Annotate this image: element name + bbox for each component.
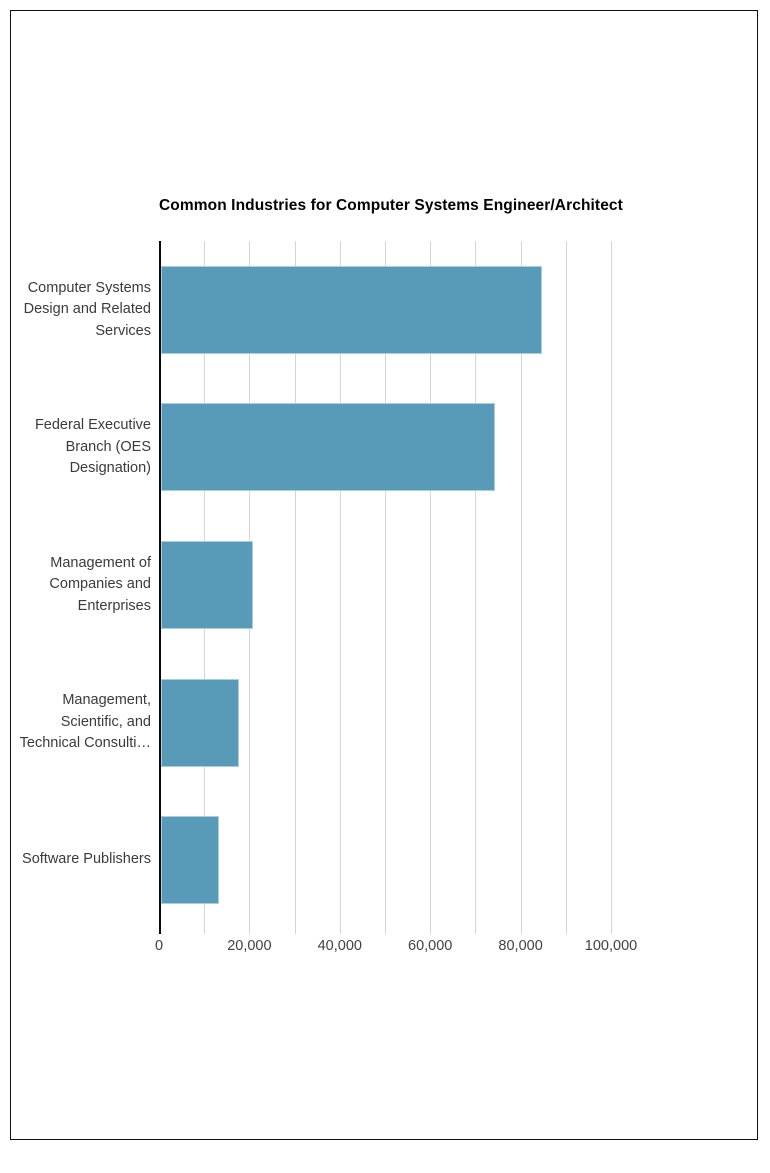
category-label-line: Computer Systems xyxy=(27,279,151,296)
category-label-line: Software Publishers xyxy=(22,851,151,868)
bar-row xyxy=(23,241,611,379)
bar-row xyxy=(19,654,611,792)
bar xyxy=(161,403,496,491)
category-label-line: Technical Consulti… xyxy=(19,735,151,752)
bar-row xyxy=(49,516,611,654)
category-label-line: Enterprises xyxy=(77,597,151,614)
category-label-line: Scientific, and xyxy=(60,713,151,730)
category-label-line: Design and Related xyxy=(23,301,151,318)
x-axis-tick-label: 100,000 xyxy=(584,938,638,954)
chart-card xyxy=(10,10,758,1140)
bar-row xyxy=(34,379,611,517)
x-axis-tick-label: 60,000 xyxy=(408,938,453,954)
category-label-line: Branch (OES xyxy=(65,438,151,455)
chart-title: Common Industries for Computer Systems Engineer/Architect xyxy=(159,197,623,214)
gridline xyxy=(611,241,612,934)
plot-area xyxy=(19,241,638,954)
category-label-line: Services xyxy=(95,322,151,339)
category-label-line: Management of xyxy=(50,554,151,571)
category-label-line: Companies and xyxy=(49,576,151,593)
category-label-line: Designation) xyxy=(69,460,151,477)
category-label xyxy=(17,791,151,929)
x-axis-tick-label: 0 xyxy=(154,938,164,954)
category-label xyxy=(17,516,151,654)
bar xyxy=(161,266,543,354)
category-label xyxy=(17,379,151,517)
category-label xyxy=(17,241,151,379)
category-label-line: Management, xyxy=(62,692,151,709)
bar xyxy=(161,679,239,767)
bar xyxy=(161,541,253,629)
category-label-line: Federal Executive xyxy=(34,417,151,434)
x-axis-tick-label: 20,000 xyxy=(227,938,272,954)
category-label xyxy=(17,654,151,792)
bar xyxy=(161,816,220,904)
x-axis-tick-label: 80,000 xyxy=(498,938,543,954)
bar-row xyxy=(22,791,611,929)
x-axis-tick-label: 40,000 xyxy=(317,938,362,954)
